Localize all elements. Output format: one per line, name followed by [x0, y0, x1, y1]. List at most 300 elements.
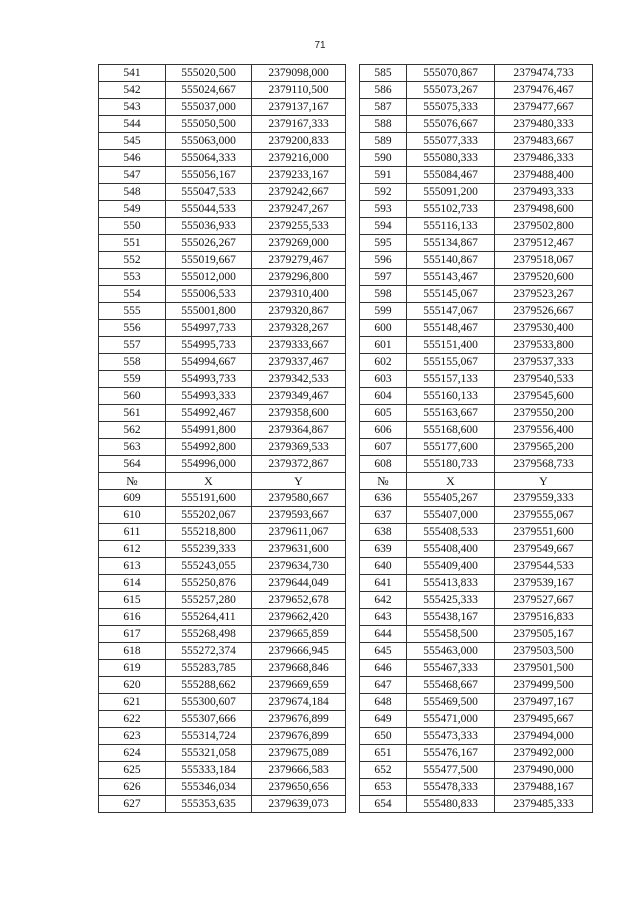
y-coordinate: 2379559,333	[495, 490, 593, 507]
table-row	[99, 337, 593, 354]
x-coordinate: 555257,280	[166, 592, 252, 609]
point-number: 609	[99, 490, 166, 507]
table-row	[99, 796, 593, 813]
y-coordinate: 2379480,333	[495, 116, 593, 133]
x-coordinate: 555321,058	[166, 745, 252, 762]
point-number: 627	[99, 796, 166, 813]
table-row	[99, 388, 593, 405]
y-coordinate: 2379669,659	[252, 677, 346, 694]
x-coordinate: 555405,267	[407, 490, 495, 507]
x-coordinate: 555307,666	[166, 711, 252, 728]
y-coordinate: 2379485,333	[495, 796, 593, 813]
y-coordinate: 2379644,049	[252, 575, 346, 592]
header-x: X	[166, 473, 252, 490]
x-coordinate: 555264,411	[166, 609, 252, 626]
column-gap	[346, 490, 360, 507]
x-coordinate: 554993,733	[166, 371, 252, 388]
point-number: 554	[99, 286, 166, 303]
point-number: 557	[99, 337, 166, 354]
table-row	[99, 541, 593, 558]
x-coordinate: 555218,800	[166, 524, 252, 541]
y-coordinate: 2379502,800	[495, 218, 593, 235]
point-number: 623	[99, 728, 166, 745]
x-coordinate: 555155,067	[407, 354, 495, 371]
header-x: X	[407, 473, 495, 490]
x-coordinate: 555056,167	[166, 167, 252, 184]
point-number: 621	[99, 694, 166, 711]
y-coordinate: 2379255,533	[252, 218, 346, 235]
point-number: 541	[99, 65, 166, 82]
table-row	[99, 252, 593, 269]
y-coordinate: 2379565,200	[495, 439, 593, 456]
table-row	[99, 694, 593, 711]
point-number: 617	[99, 626, 166, 643]
x-coordinate: 554997,733	[166, 320, 252, 337]
x-coordinate: 555080,333	[407, 150, 495, 167]
column-gap	[346, 728, 360, 745]
column-gap	[346, 354, 360, 371]
y-coordinate: 2379652,678	[252, 592, 346, 609]
column-gap	[346, 388, 360, 405]
y-coordinate: 2379167,333	[252, 116, 346, 133]
y-coordinate: 2379580,667	[252, 490, 346, 507]
point-number: 625	[99, 762, 166, 779]
point-number: 564	[99, 456, 166, 473]
point-number: 546	[99, 150, 166, 167]
y-coordinate: 2379650,656	[252, 779, 346, 796]
y-coordinate: 2379474,733	[495, 65, 593, 82]
x-coordinate: 555163,667	[407, 405, 495, 422]
y-coordinate: 2379337,467	[252, 354, 346, 371]
coordinates-table	[98, 64, 593, 813]
table-row	[99, 626, 593, 643]
y-coordinate: 2379666,945	[252, 643, 346, 660]
y-coordinate: 2379666,583	[252, 762, 346, 779]
y-coordinate: 2379545,600	[495, 388, 593, 405]
point-number: 598	[360, 286, 407, 303]
column-gap	[346, 541, 360, 558]
point-number: 619	[99, 660, 166, 677]
table-row	[99, 286, 593, 303]
x-coordinate: 555239,333	[166, 541, 252, 558]
x-coordinate: 555102,733	[407, 201, 495, 218]
x-coordinate: 555469,500	[407, 694, 495, 711]
y-coordinate: 2379549,667	[495, 541, 593, 558]
x-coordinate: 555160,133	[407, 388, 495, 405]
y-coordinate: 2379369,533	[252, 439, 346, 456]
x-coordinate: 555006,533	[166, 286, 252, 303]
point-number: 563	[99, 439, 166, 456]
column-gap	[346, 592, 360, 609]
point-number: 606	[360, 422, 407, 439]
table-row	[99, 116, 593, 133]
table-row	[99, 320, 593, 337]
x-coordinate: 555283,785	[166, 660, 252, 677]
y-coordinate: 2379634,730	[252, 558, 346, 575]
table-row	[99, 405, 593, 422]
point-number: 641	[360, 575, 407, 592]
x-coordinate: 555168,600	[407, 422, 495, 439]
point-number: 640	[360, 558, 407, 575]
x-coordinate: 555024,667	[166, 82, 252, 99]
table-row	[99, 745, 593, 762]
y-coordinate: 2379662,420	[252, 609, 346, 626]
y-coordinate: 2379098,000	[252, 65, 346, 82]
point-number: 558	[99, 354, 166, 371]
y-coordinate: 2379568,733	[495, 456, 593, 473]
column-gap	[346, 507, 360, 524]
y-coordinate: 2379498,600	[495, 201, 593, 218]
column-gap	[346, 473, 360, 490]
table-row	[99, 303, 593, 320]
x-coordinate: 555147,067	[407, 303, 495, 320]
table-row	[99, 167, 593, 184]
column-gap	[346, 558, 360, 575]
y-coordinate: 2379279,467	[252, 252, 346, 269]
point-number: 561	[99, 405, 166, 422]
column-gap	[346, 320, 360, 337]
column-gap	[346, 524, 360, 541]
point-number: 544	[99, 116, 166, 133]
point-number: 552	[99, 252, 166, 269]
column-gap	[346, 184, 360, 201]
point-number: 648	[360, 694, 407, 711]
point-number: 590	[360, 150, 407, 167]
point-number: 591	[360, 167, 407, 184]
point-number: 562	[99, 422, 166, 439]
y-coordinate: 2379495,667	[495, 711, 593, 728]
y-coordinate: 2379333,667	[252, 337, 346, 354]
y-coordinate: 2379242,667	[252, 184, 346, 201]
point-number: 636	[360, 490, 407, 507]
point-number: 605	[360, 405, 407, 422]
y-coordinate: 2379533,800	[495, 337, 593, 354]
x-coordinate: 555314,724	[166, 728, 252, 745]
y-coordinate: 2379372,867	[252, 456, 346, 473]
point-number: 547	[99, 167, 166, 184]
y-coordinate: 2379233,167	[252, 167, 346, 184]
column-gap	[346, 201, 360, 218]
point-number: 560	[99, 388, 166, 405]
x-coordinate: 555116,133	[407, 218, 495, 235]
point-number: 642	[360, 592, 407, 609]
column-gap	[346, 456, 360, 473]
header-number: №	[360, 473, 407, 490]
table-row	[99, 779, 593, 796]
point-number: 553	[99, 269, 166, 286]
x-coordinate: 555076,667	[407, 116, 495, 133]
table-row	[99, 677, 593, 694]
point-number: 555	[99, 303, 166, 320]
table-row	[99, 660, 593, 677]
table-row	[99, 99, 593, 116]
x-coordinate: 555272,374	[166, 643, 252, 660]
point-number: 653	[360, 779, 407, 796]
x-coordinate: 555407,000	[407, 507, 495, 524]
point-number: 645	[360, 643, 407, 660]
x-coordinate: 555148,467	[407, 320, 495, 337]
x-coordinate: 555145,067	[407, 286, 495, 303]
x-coordinate: 555070,867	[407, 65, 495, 82]
column-gap	[346, 65, 360, 82]
y-coordinate: 2379247,267	[252, 201, 346, 218]
point-number: 626	[99, 779, 166, 796]
page-number: 71	[314, 40, 326, 51]
point-number: 618	[99, 643, 166, 660]
y-coordinate: 2379674,184	[252, 694, 346, 711]
y-coordinate: 2379512,467	[495, 235, 593, 252]
y-coordinate: 2379555,067	[495, 507, 593, 524]
point-number: 647	[360, 677, 407, 694]
point-number: 620	[99, 677, 166, 694]
y-coordinate: 2379611,067	[252, 524, 346, 541]
point-number: 549	[99, 201, 166, 218]
table-row	[99, 235, 593, 252]
column-gap	[346, 762, 360, 779]
y-coordinate: 2379556,400	[495, 422, 593, 439]
x-coordinate: 555477,500	[407, 762, 495, 779]
y-coordinate: 2379518,067	[495, 252, 593, 269]
table-row	[99, 439, 593, 456]
column-gap	[346, 711, 360, 728]
point-number: 542	[99, 82, 166, 99]
column-gap	[346, 116, 360, 133]
y-coordinate: 2379486,333	[495, 150, 593, 167]
table-row	[99, 82, 593, 99]
table-row	[99, 558, 593, 575]
x-coordinate: 555020,500	[166, 65, 252, 82]
x-coordinate: 555036,933	[166, 218, 252, 235]
table-row	[99, 524, 593, 541]
point-number: 622	[99, 711, 166, 728]
x-coordinate: 555157,133	[407, 371, 495, 388]
y-coordinate: 2379342,533	[252, 371, 346, 388]
table-row	[99, 507, 593, 524]
x-coordinate: 555353,635	[166, 796, 252, 813]
x-coordinate: 555333,184	[166, 762, 252, 779]
x-coordinate: 555191,600	[166, 490, 252, 507]
y-coordinate: 2379501,500	[495, 660, 593, 677]
x-coordinate: 555250,876	[166, 575, 252, 592]
column-gap	[346, 286, 360, 303]
point-number: 602	[360, 354, 407, 371]
column-gap	[346, 677, 360, 694]
point-number: 551	[99, 235, 166, 252]
column-gap	[346, 269, 360, 286]
table-row	[99, 490, 593, 507]
x-coordinate: 555050,500	[166, 116, 252, 133]
y-coordinate: 2379503,500	[495, 643, 593, 660]
x-coordinate: 555476,167	[407, 745, 495, 762]
x-coordinate: 555044,533	[166, 201, 252, 218]
x-coordinate: 555063,000	[166, 133, 252, 150]
x-coordinate: 555471,000	[407, 711, 495, 728]
column-gap	[346, 167, 360, 184]
y-coordinate: 2379492,000	[495, 745, 593, 762]
point-number: 637	[360, 507, 407, 524]
point-number: 613	[99, 558, 166, 575]
table-row	[99, 711, 593, 728]
x-coordinate: 555064,333	[166, 150, 252, 167]
x-coordinate: 554996,000	[166, 456, 252, 473]
column-gap	[346, 337, 360, 354]
x-coordinate: 555409,400	[407, 558, 495, 575]
point-number: 545	[99, 133, 166, 150]
y-coordinate: 2379483,667	[495, 133, 593, 150]
y-coordinate: 2379137,167	[252, 99, 346, 116]
x-coordinate: 555438,167	[407, 609, 495, 626]
column-gap	[346, 82, 360, 99]
point-number: 548	[99, 184, 166, 201]
column-gap	[346, 150, 360, 167]
y-coordinate: 2379320,867	[252, 303, 346, 320]
column-gap	[346, 303, 360, 320]
y-coordinate: 2379296,800	[252, 269, 346, 286]
column-gap	[346, 779, 360, 796]
point-number: 586	[360, 82, 407, 99]
point-number: 652	[360, 762, 407, 779]
x-coordinate: 555458,500	[407, 626, 495, 643]
column-gap	[346, 796, 360, 813]
x-coordinate: 554992,467	[166, 405, 252, 422]
y-coordinate: 2379639,073	[252, 796, 346, 813]
y-coordinate: 2379544,533	[495, 558, 593, 575]
point-number: 595	[360, 235, 407, 252]
x-coordinate: 555408,400	[407, 541, 495, 558]
x-coordinate: 555026,267	[166, 235, 252, 252]
y-coordinate: 2379328,267	[252, 320, 346, 337]
x-coordinate: 555073,267	[407, 82, 495, 99]
table-row	[99, 371, 593, 388]
point-number: 643	[360, 609, 407, 626]
point-number: 596	[360, 252, 407, 269]
x-coordinate: 555243,055	[166, 558, 252, 575]
y-coordinate: 2379488,400	[495, 167, 593, 184]
y-coordinate: 2379593,667	[252, 507, 346, 524]
y-coordinate: 2379349,467	[252, 388, 346, 405]
point-number: 644	[360, 626, 407, 643]
table-row	[99, 609, 593, 626]
y-coordinate: 2379310,400	[252, 286, 346, 303]
y-coordinate: 2379200,833	[252, 133, 346, 150]
column-gap	[346, 745, 360, 762]
table-row	[99, 65, 593, 82]
table-row	[99, 575, 593, 592]
table-row	[99, 354, 593, 371]
point-number: 588	[360, 116, 407, 133]
y-coordinate: 2379631,600	[252, 541, 346, 558]
y-coordinate: 2379676,899	[252, 711, 346, 728]
y-coordinate: 2379493,333	[495, 184, 593, 201]
point-number: 587	[360, 99, 407, 116]
x-coordinate: 555408,533	[407, 524, 495, 541]
point-number: 601	[360, 337, 407, 354]
x-coordinate: 555012,000	[166, 269, 252, 286]
point-number: 639	[360, 541, 407, 558]
column-gap	[346, 252, 360, 269]
table-row	[99, 592, 593, 609]
point-number: 651	[360, 745, 407, 762]
x-coordinate: 555425,333	[407, 592, 495, 609]
x-coordinate: 555413,833	[407, 575, 495, 592]
point-number: 608	[360, 456, 407, 473]
table-row	[99, 728, 593, 745]
column-gap	[346, 422, 360, 439]
y-coordinate: 2379494,000	[495, 728, 593, 745]
point-number: 646	[360, 660, 407, 677]
x-coordinate: 555478,333	[407, 779, 495, 796]
x-coordinate: 555463,000	[407, 643, 495, 660]
point-number: 597	[360, 269, 407, 286]
point-number: 550	[99, 218, 166, 235]
point-number: 593	[360, 201, 407, 218]
point-number: 610	[99, 507, 166, 524]
table-header-row	[99, 473, 593, 490]
point-number: 611	[99, 524, 166, 541]
y-coordinate: 2379520,600	[495, 269, 593, 286]
point-number: 594	[360, 218, 407, 235]
x-coordinate: 555346,034	[166, 779, 252, 796]
x-coordinate: 555288,662	[166, 677, 252, 694]
table-row	[99, 269, 593, 286]
y-coordinate: 2379364,867	[252, 422, 346, 439]
x-coordinate: 555473,333	[407, 728, 495, 745]
point-number: 589	[360, 133, 407, 150]
table-row	[99, 456, 593, 473]
x-coordinate: 555091,200	[407, 184, 495, 201]
column-gap	[346, 235, 360, 252]
x-coordinate: 555268,498	[166, 626, 252, 643]
x-coordinate: 555140,867	[407, 252, 495, 269]
x-coordinate: 555143,467	[407, 269, 495, 286]
y-coordinate: 2379676,899	[252, 728, 346, 745]
y-coordinate: 2379526,667	[495, 303, 593, 320]
y-coordinate: 2379537,333	[495, 354, 593, 371]
column-gap	[346, 575, 360, 592]
point-number: 614	[99, 575, 166, 592]
x-coordinate: 555037,000	[166, 99, 252, 116]
y-coordinate: 2379269,000	[252, 235, 346, 252]
y-coordinate: 2379550,200	[495, 405, 593, 422]
column-gap	[346, 439, 360, 456]
column-gap	[346, 660, 360, 677]
table-row	[99, 762, 593, 779]
table-row	[99, 150, 593, 167]
x-coordinate: 554994,667	[166, 354, 252, 371]
y-coordinate: 2379476,467	[495, 82, 593, 99]
y-coordinate: 2379668,846	[252, 660, 346, 677]
point-number: 612	[99, 541, 166, 558]
x-coordinate: 555177,600	[407, 439, 495, 456]
y-coordinate: 2379499,500	[495, 677, 593, 694]
table-row	[99, 422, 593, 439]
point-number: 600	[360, 320, 407, 337]
y-coordinate: 2379540,533	[495, 371, 593, 388]
x-coordinate: 555467,333	[407, 660, 495, 677]
point-number: 650	[360, 728, 407, 745]
point-number: 603	[360, 371, 407, 388]
point-number: 615	[99, 592, 166, 609]
point-number: 599	[360, 303, 407, 320]
point-number: 604	[360, 388, 407, 405]
point-number: 556	[99, 320, 166, 337]
point-number: 649	[360, 711, 407, 728]
x-coordinate: 554992,800	[166, 439, 252, 456]
point-number: 607	[360, 439, 407, 456]
y-coordinate: 2379488,167	[495, 779, 593, 796]
x-coordinate: 555084,467	[407, 167, 495, 184]
y-coordinate: 2379216,000	[252, 150, 346, 167]
